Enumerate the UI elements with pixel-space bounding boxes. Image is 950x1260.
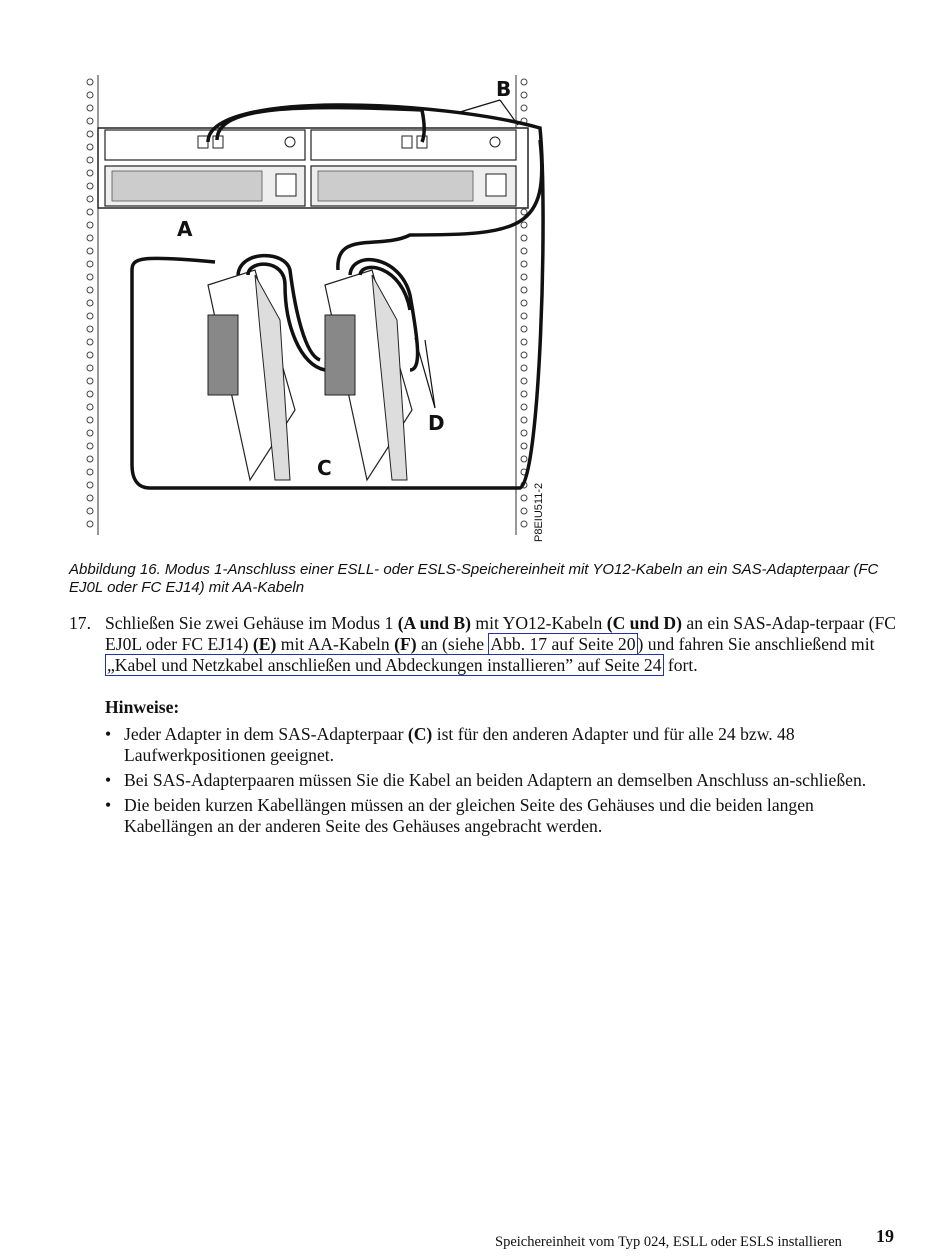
- note-bold: (C): [407, 724, 433, 744]
- rail-hole: [87, 521, 93, 527]
- rail-hole: [87, 326, 93, 332]
- page-number: 19: [876, 1226, 894, 1246]
- rail-hole: [521, 404, 527, 410]
- bullet: •: [105, 724, 112, 744]
- rail-hole: [87, 196, 93, 202]
- rail-hole: [87, 131, 93, 137]
- rail-hole: [87, 430, 93, 436]
- figure-id: P8EIU511-2: [533, 482, 545, 542]
- note-text: Die beiden kurzen Kabellängen müssen an der gleichen Seite des Gehäuses und die beiden langen Kabellängen an der anderen Seite des Gehäuses angebracht werden.: [124, 795, 814, 836]
- rail-hole: [87, 261, 93, 267]
- rail-hole: [87, 157, 93, 163]
- rail-hole: [521, 456, 527, 462]
- rail-hole: [87, 105, 93, 111]
- step-text: mit AA-Kabeln: [276, 634, 395, 654]
- rail-hole: [87, 92, 93, 98]
- rail-hole: [87, 508, 93, 514]
- rail-hole: [521, 521, 527, 527]
- note-text: Bei SAS-Adapterpaaren müssen Sie die Kabel an beiden Adaptern an demselben Anschluss an-schließen.: [124, 770, 867, 790]
- rail-hole: [521, 300, 527, 306]
- rail-hole: [87, 235, 93, 241]
- rail-hole: [87, 404, 93, 410]
- rail-hole: [87, 313, 93, 319]
- notes-section: [105, 697, 905, 841]
- rail-hole: [87, 365, 93, 371]
- note-item: [105, 724, 905, 766]
- rail-hole: [521, 365, 527, 371]
- rail-hole: [87, 183, 93, 189]
- step-text: fort.: [663, 655, 698, 675]
- label-b: B: [496, 77, 512, 101]
- label-d: D: [428, 411, 445, 435]
- page-footer: [495, 1226, 900, 1253]
- step-body: [105, 613, 905, 676]
- rail-hole: [87, 300, 93, 306]
- rail-hole: [521, 248, 527, 254]
- footer-title: Speichereinheit vom Typ 024, ESLL oder ESLS installieren: [495, 1234, 842, 1250]
- cable-install-link[interactable]: „Kabel und Netzkabel anschließen und Abdeckungen installieren” auf Seite 24: [107, 655, 662, 675]
- rail-hole: [521, 79, 527, 85]
- rail-hole: [87, 456, 93, 462]
- rail-hole: [87, 417, 93, 423]
- rail-hole: [87, 222, 93, 228]
- rail-hole: [521, 92, 527, 98]
- rail-hole: [87, 443, 93, 449]
- rail-hole: [521, 222, 527, 228]
- rail-hole: [87, 482, 93, 488]
- rail-hole: [87, 170, 93, 176]
- rail-hole: [521, 495, 527, 501]
- cabling-figure: [80, 70, 560, 550]
- rail-hole: [87, 469, 93, 475]
- notes-title: Hinweise:: [105, 697, 180, 717]
- rail-hole: [521, 430, 527, 436]
- label-a: A: [177, 217, 193, 241]
- rail-hole: [521, 352, 527, 358]
- note-item: [105, 770, 905, 791]
- cabling-diagram: [80, 70, 560, 550]
- rail-hole: [87, 287, 93, 293]
- rail-hole: [87, 274, 93, 280]
- rail-hole: [521, 287, 527, 293]
- rail-hole: [521, 105, 527, 111]
- rail-hole: [521, 508, 527, 514]
- figure-17-link[interactable]: Abb. 17 auf Seite 20: [490, 634, 636, 654]
- step-text: mit YO12-Kabeln: [471, 613, 607, 633]
- storage-enclosure: [98, 128, 528, 208]
- rail-hole: [521, 313, 527, 319]
- note-text: Jeder Adapter in dem SAS-Adapterpaar: [124, 724, 408, 744]
- rail-hole: [521, 326, 527, 332]
- rail-hole: [87, 352, 93, 358]
- figure-caption: Abbildung 16. Modus 1-Anschluss einer ESLL- oder ESLS-Speichereinheit mit YO12-Kabeln an ein SAS-Adapterpaar (FC EJ0L oder FC EJ14) mit AA-Kabeln: [69, 561, 879, 596]
- rail-hole: [521, 391, 527, 397]
- step-bold: (E): [252, 634, 277, 654]
- rail-hole: [521, 417, 527, 423]
- step-bold: (C und D): [606, 613, 682, 633]
- step-text: ) und fahren Sie anschließend mit: [637, 634, 875, 654]
- rail-hole: [521, 378, 527, 384]
- rail-hole: [521, 443, 527, 449]
- rail-hole: [521, 235, 527, 241]
- sas-adapter-right: [325, 270, 412, 480]
- rail-hole: [521, 339, 527, 345]
- rail-hole: [87, 248, 93, 254]
- rail-hole: [87, 209, 93, 215]
- rail-hole: [87, 495, 93, 501]
- sas-adapter-left: [208, 270, 295, 480]
- rail-hole: [87, 118, 93, 124]
- step-text: an ein SAS-Adap-terpaar (FC EJ0L oder FC EJ14): [105, 613, 897, 654]
- bullet: •: [105, 770, 112, 790]
- step-text: an (siehe: [416, 634, 489, 654]
- label-c: C: [317, 456, 332, 480]
- notes-list: [105, 724, 905, 837]
- rail-hole: [87, 144, 93, 150]
- bullet: •: [105, 795, 112, 815]
- rail-hole: [87, 378, 93, 384]
- rail-hole: [521, 209, 527, 215]
- rail-hole: [521, 261, 527, 267]
- note-text: ist für den anderen Adapter und für alle 24 bzw. 48 Laufwerkpositionen geeignet.: [124, 724, 795, 765]
- rail-hole: [87, 391, 93, 397]
- step-bold: (F): [394, 634, 417, 654]
- step-text: Schließen Sie zwei Gehäuse im Modus 1: [105, 613, 398, 633]
- rail-hole: [87, 79, 93, 85]
- rail-hole: [87, 339, 93, 345]
- step-number: 17.: [69, 613, 91, 633]
- note-item: [105, 795, 905, 837]
- step-bold: (A und B): [397, 613, 472, 633]
- rail-hole: [521, 274, 527, 280]
